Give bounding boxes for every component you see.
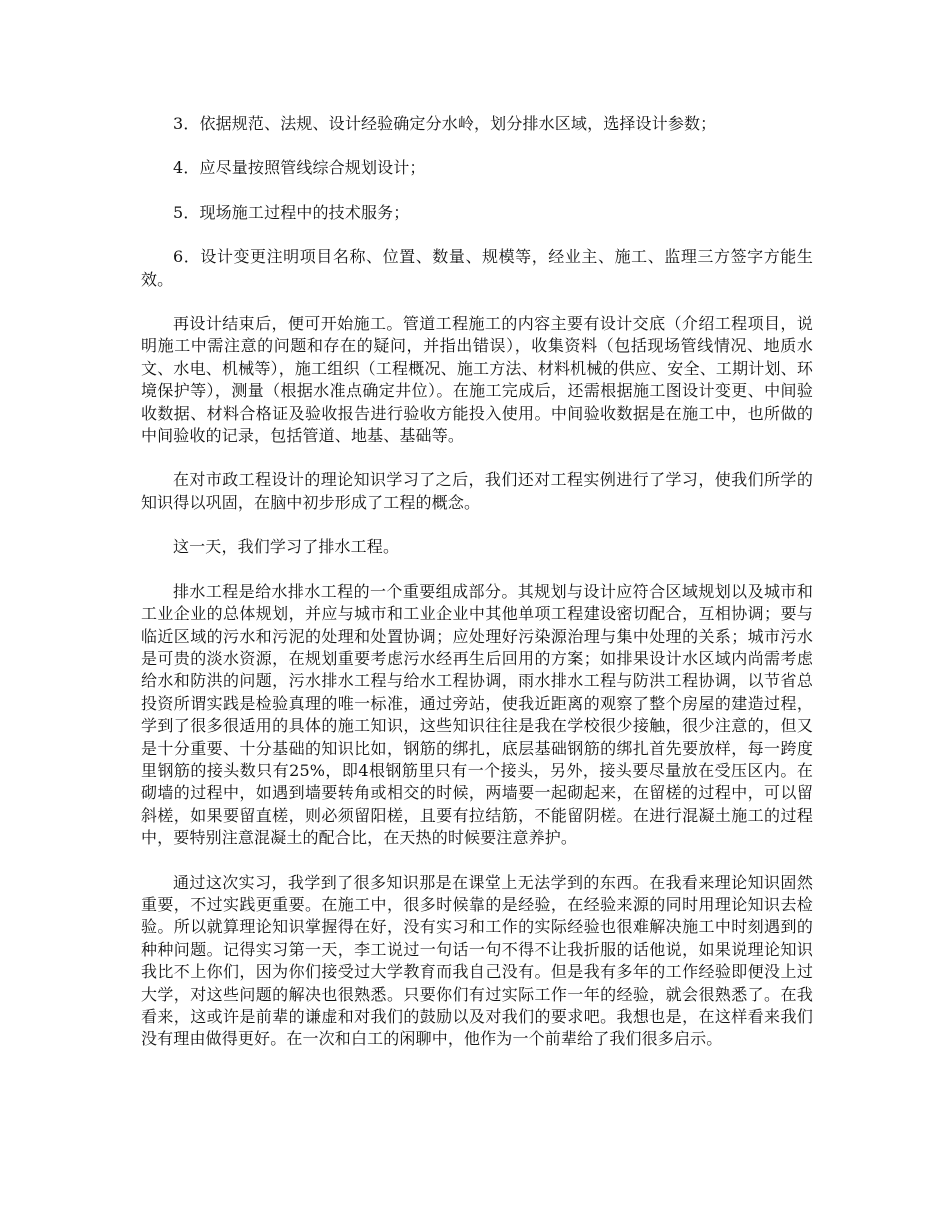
paragraph-internship-reflection: 通过这次实习，我学到了很多知识那是在课堂上无法学到的东西。在我看来理论知识固然重要，不过实践更重要。在施工中，很多时候靠的是经验，在经验来源的同时用理论知识去检验。所以就算理论知识掌握得在好，没有实习和工作的实际经验也很难解决施工中时刻遇到的种种问题。记得实习第一天，李工说过一句话一句不得不让我折服的话他说，如果说理论知识我比不上你们，因为你们接受过大学教育而我自己没有。但是我有多年的工作经验即便没上过大学，对这些问题的解决也很熟悉。只要你们有过实际工作一年的经验，就会很熟悉了。在我看来，这或许是前辈的谦虚和对我们的鼓励以及对我们的要求吧。我想也是，在这样看来我们没有理由做得更好。在一次和白工的闲聊中，他作为一个前辈给了我们很多启示。 — [141, 872, 813, 1049]
paragraph-item-5: 5．现场施工过程中的技术服务； — [173, 202, 410, 222]
paragraph-construction: 再设计结束后，便可开始施工。管道工程施工的内容主要有设计交底（介绍工程项目，说明施工中需注意的问题和存在的疑问，并指出错误），收集资料（包括现场管线情况、地质水文、水电、机械等），施工组织（工程概况、施工方法、材料机械的供应、安全、工期计划、环境保护等），测量（根据水准点确定井位）。在施工完成后，还需根据施工图设计变更、中间验收数据、材料合格证及验收报告进行验收方能投入使用。中间验收数据是在施工中，也所做的中间验收的记录，包括管道、地基、基础等。 — [141, 314, 813, 446]
paragraph-drainage-day: 这一天，我们学习了排水工程。 — [173, 537, 400, 557]
paragraph-item-3: 3．依据规范、法规、设计经验确定分水岭，划分排水区域，选择设计参数； — [173, 114, 717, 133]
paragraph-item-6: 6．设计变更注明项目名称、位置、数量、规模等，经业主、施工、监理三方签字方能生效。 — [141, 247, 813, 289]
paragraph-drainage-engineering: 排水工程是给水排水工程的一个重要组成部分。其规划与设计应符合区域规划以及城市和工业企业的总体规划，并应与城市和工业企业中其他单项工程建设密切配合，互相协调；要与临近区域的污水和污泥的处理和处置协调；应处理好污染源治理与集中处理的关系；城市污水是可贵的淡水资源，在规划重要考虑污水经再生后回用的方案；如排果设计水区域内尚需考虑给水和防洪的问题，污水排水工程与给水工程协调，雨水排水工程与防洪工程协调，以节省总投资所谓实践是检验真理的唯一标准，通过旁站，使我近距离的观察了整个房屋的建造过程，学到了很多很适用的具体的施工知识，这些知识往往是我在学校很少接触，很少注意的，但又是十分重要、十分基础的知识比如，钢筋的绑扎，底层基础钢筋的绑扎首先要放样，每一跨度里钢筋的接头数只有25%，即4根钢筋里只有一个接头，另外，接头要尽量放在受压区内。在砌墙的过程中，如遇到墙要转角或相交的时候，两墙要一起砌起来，在留槎的过程中，可以留斜槎，如果要留直槎，则必须留阳槎，且要有拉结筋，不能留阴槎。在进行混凝土施工的过程中，要特别注意混凝土的配合比，在天热的时候要注意养护。 — [141, 581, 813, 848]
paragraph-item-4: 4．应尽量按照管线综合规划设计； — [173, 158, 426, 178]
paragraph-case-study: 在对市政工程设计的理论知识学习了之后，我们还对工程实例进行了学习，使我们所学的知识得以巩固，在脑中初步形成了工程的概念。 — [141, 470, 813, 512]
document-body — [141, 113, 813, 1073]
